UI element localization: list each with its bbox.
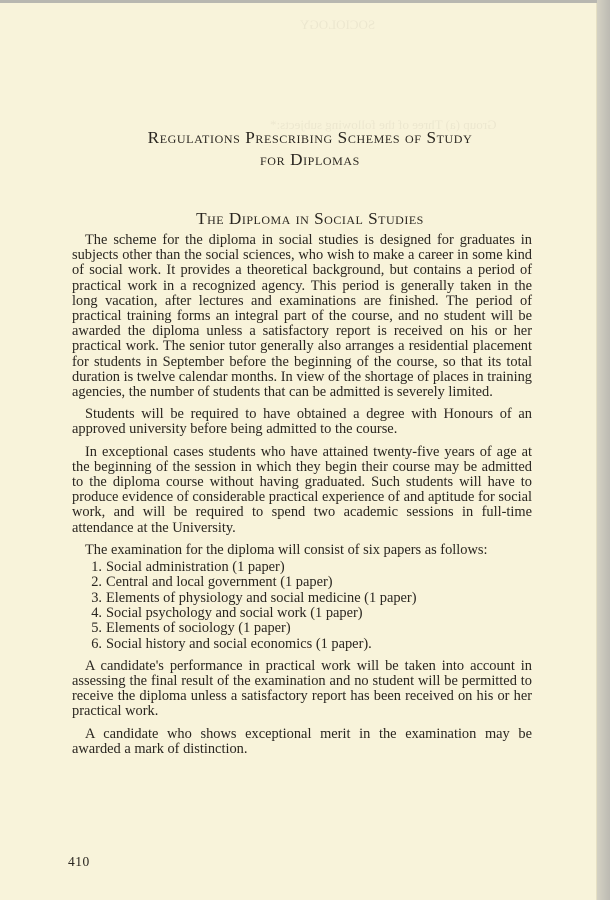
main-title-line-2: for Diplomas xyxy=(260,150,360,169)
exam-paper-subject: Elements of sociology (1 paper) xyxy=(106,620,291,637)
paragraph-examination-intro: The examination for the diploma will consist of six papers as follows: xyxy=(85,541,488,558)
exam-paper-number: 2. xyxy=(91,574,102,591)
exam-paper-number: 4. xyxy=(91,604,102,621)
exam-paper-number: 3. xyxy=(91,589,102,606)
exam-paper-subject: Central and local government (1 paper) xyxy=(106,574,333,591)
body-text xyxy=(72,233,532,764)
paragraph-scheme-overview: The scheme for the diploma in social studies is designed for graduates in subjects other than the social sciences, who wish to make a career in some kind of social work. It provides a theoretical background, but contains a period of practical work in a recognized agency. This period is generally taken in the long vacation, after lectures and examinations are finished. The period of practical training forms an integral part of the course, and no student will be awarded the diploma unless a satisfactory report is received on his or her practical work. The senior tutor generally also arranges a residential placement for students in September before the beginning of the course, so that its total duration is twelve calendar months. In view of the shortage of places in training agencies, the number of students that can be admitted is severely limited. xyxy=(72,232,532,401)
show-through-text: Group (a) Three of the following subjects:* xyxy=(270,117,497,132)
exam-paper-item xyxy=(85,606,532,621)
main-title xyxy=(60,127,560,171)
paragraph-distinction: A candidate who shows exceptional merit in the examination may be awarded a mark of distinction. xyxy=(72,725,532,757)
book-page xyxy=(0,3,597,900)
exam-paper-item xyxy=(85,637,532,652)
exam-paper-number: 5. xyxy=(91,620,102,637)
exam-papers-list xyxy=(72,560,532,652)
exam-paper-subject: Social administration (1 paper) xyxy=(106,559,285,576)
scan-edge-right xyxy=(597,0,610,900)
show-through-text: SOCIOLOGY xyxy=(300,17,376,32)
paragraph-practical-work: A candidate's performance in practical work will be taken into account in assessing the final result of the examination and no student will be permitted to receive the diploma unless a satisfactory report has been received on his or her practical work. xyxy=(72,657,532,720)
exam-paper-subject: Social history and social economics (1 paper). xyxy=(106,635,372,652)
exam-paper-item xyxy=(85,621,532,636)
exam-paper-subject: Social psychology and social work (1 paper) xyxy=(106,604,363,621)
paragraph-admission-requirement: Students will be required to have obtained a degree with Honours of an approved university before being admitted to the course. xyxy=(72,406,532,438)
page-number: 410 xyxy=(68,854,90,869)
exam-paper-item xyxy=(85,575,532,590)
exam-paper-subject: Elements of physiology and social medicine (1 paper) xyxy=(106,589,417,606)
paragraph-exceptional-cases: In exceptional cases students who have attained twenty-five years of age at the beginning of the session in which they begin their course may be admitted to the diploma course without having graduated. Such students will have to produce evidence of considerable practical experience of and aptitude for social work, and will be required to spend two academic sessions in full-time attendance at the University. xyxy=(72,443,532,536)
exam-paper-item xyxy=(85,560,532,575)
exam-paper-number: 6. xyxy=(91,635,102,652)
exam-paper-number: 1. xyxy=(91,559,102,576)
exam-paper-item xyxy=(85,591,532,606)
section-title: The Diploma in Social Studies xyxy=(196,209,424,228)
main-title-line-1: Regulations Prescribing Schemes of Study xyxy=(147,128,473,147)
